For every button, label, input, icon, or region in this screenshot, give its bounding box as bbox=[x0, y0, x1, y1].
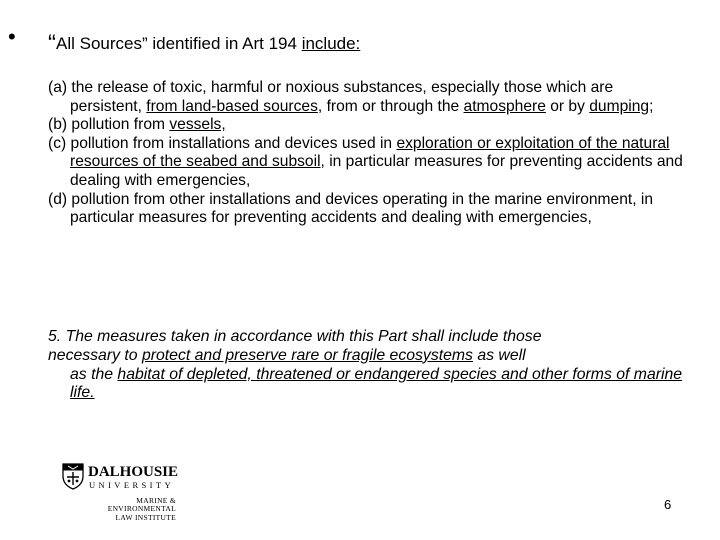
para5-ecosystems: protect and preserve rare or fragile ecosystems bbox=[141, 346, 473, 364]
logo-institute-line-3: LAW INSTITUTE bbox=[115, 512, 176, 522]
list-item-a bbox=[48, 79, 688, 116]
logo-dalhousie: DALHOUSIE bbox=[88, 464, 179, 480]
slide-heading bbox=[48, 30, 360, 58]
university-crest-icon bbox=[62, 463, 84, 490]
item-c-text-1: (c) pollution from installations and devices used in bbox=[48, 134, 397, 152]
item-a-text-1: (a) the release of toxic, harmful or noxious substances, especially those which are persistent, bbox=[48, 79, 614, 115]
item-c-text-2: , in particular measures for preventing accidents and dealing with emergencies, bbox=[70, 153, 683, 189]
item-d-text-1: (d) pollution from other installations and devices operating in the marine environment, in particular measures for preventing accidents and dealing with emergencies, bbox=[48, 190, 654, 227]
page-number: 6 bbox=[664, 497, 672, 512]
para5-habitat: habitat of depleted, threatened or endangered species and other forms of marine life. bbox=[70, 365, 683, 402]
logo-institute bbox=[92, 497, 176, 522]
list-item-b bbox=[48, 116, 688, 135]
heading-open-quote: “ bbox=[48, 30, 56, 57]
heading-text: All Sources” identified in Art 194 bbox=[56, 34, 302, 53]
para5-text-3: as well bbox=[472, 346, 526, 364]
item-c-exploration: exploration or exploitation of the natural resources of the seabed and subsoil bbox=[70, 134, 670, 171]
para5-text-4: as the bbox=[70, 365, 118, 383]
list-item-c bbox=[48, 135, 688, 191]
logo-institute-line-1: MARINE & bbox=[136, 496, 176, 505]
para5-line-1: 5. The measures taken in accordance with this Part shall include those bbox=[48, 328, 542, 345]
item-a-text-2: , from or through the bbox=[317, 97, 464, 115]
dalhousie-logo bbox=[62, 463, 186, 523]
heading-include: include: bbox=[301, 34, 361, 53]
bullet-point: • bbox=[8, 24, 16, 49]
para5-text-2: necessary to bbox=[48, 346, 142, 364]
item-a-text-3: or by bbox=[545, 97, 590, 115]
para5-line-2 bbox=[48, 347, 698, 366]
item-b-text-1: (b) pollution from bbox=[48, 116, 170, 134]
article-paragraph-5 bbox=[48, 328, 698, 403]
item-a-land-based: from land-based sources bbox=[146, 97, 318, 115]
logo-university: UNIVERSITY bbox=[89, 480, 174, 490]
item-a-atmosphere: atmosphere bbox=[463, 97, 546, 115]
sources-list bbox=[48, 79, 688, 228]
item-a-text-4: ; bbox=[649, 97, 654, 115]
logo-institute-line-2: ENVIRONMENTAL bbox=[107, 504, 176, 514]
para5-rest bbox=[48, 366, 698, 404]
list-item-d bbox=[48, 191, 688, 228]
item-a-dumping: dumping bbox=[589, 97, 650, 115]
item-b-vessels: vessels, bbox=[169, 116, 226, 134]
